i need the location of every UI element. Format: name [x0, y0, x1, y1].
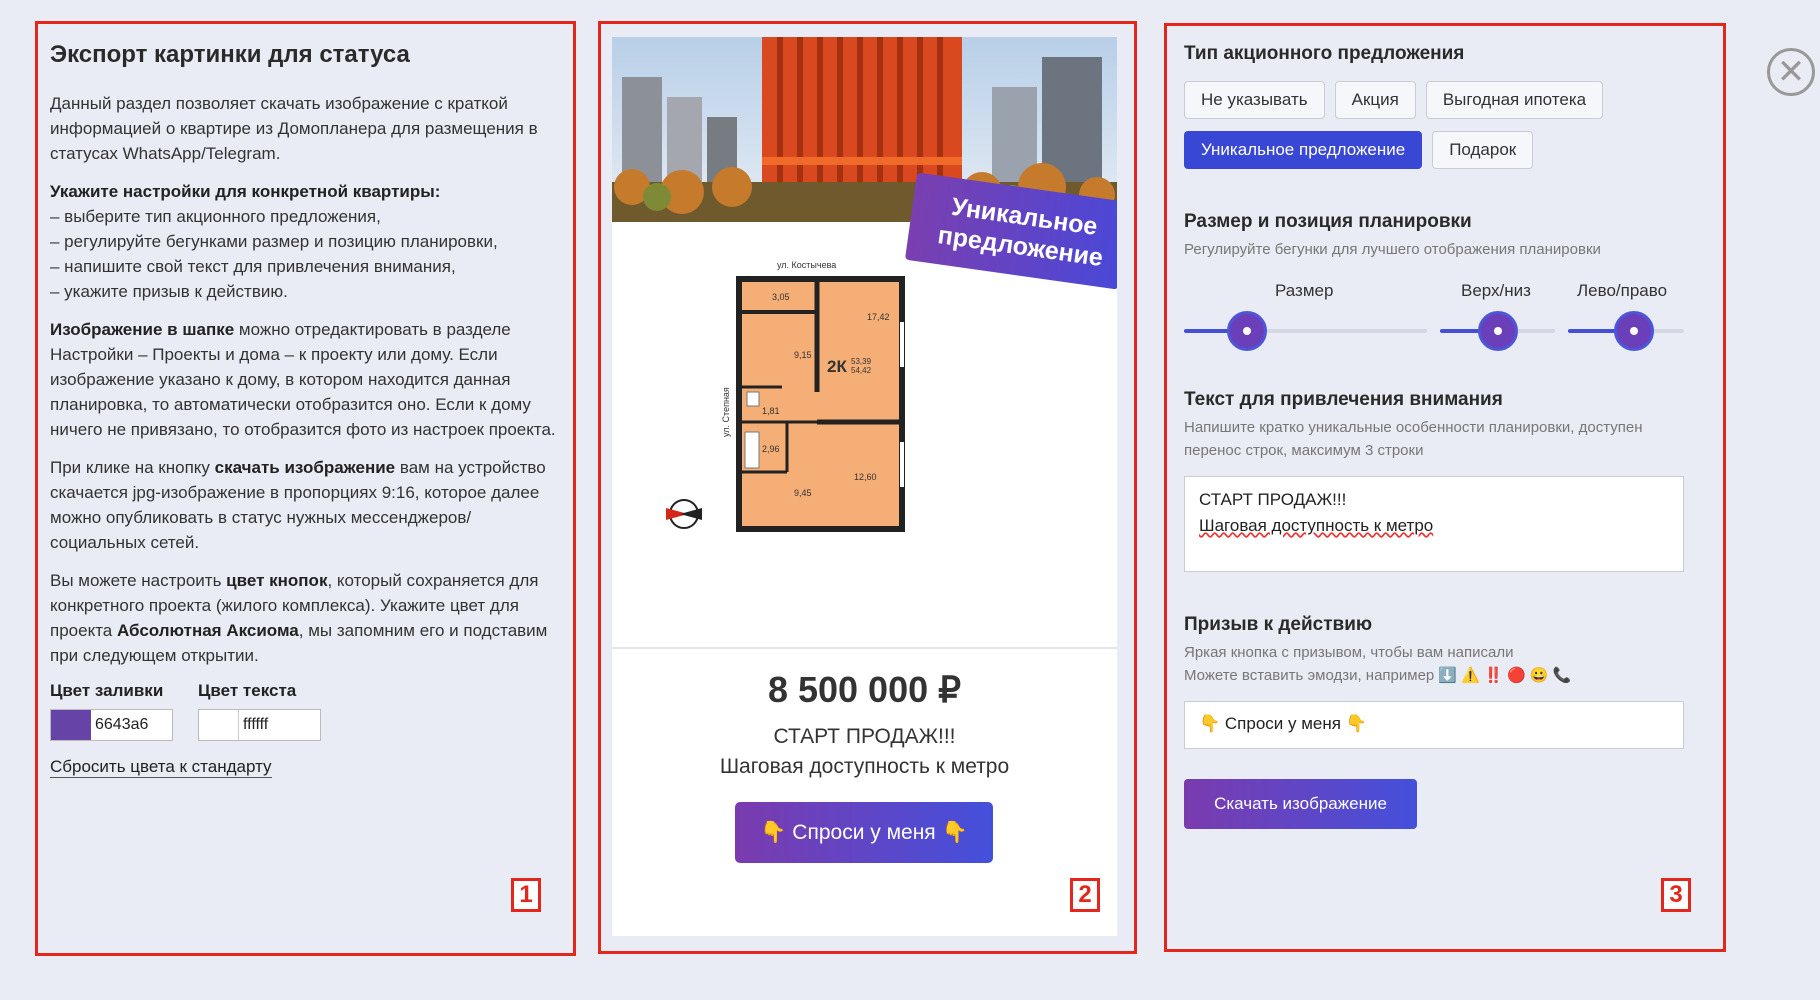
settings-item: – регулируйте бегунками размер и позицию планировки, [50, 232, 498, 251]
area-living: 54,42 [851, 366, 872, 375]
slider-vertical-label: Верх/низ [1461, 281, 1531, 300]
offer-tag-mortgage[interactable]: Выгодная ипотека [1426, 81, 1603, 119]
fill-color-input[interactable]: 6643a6 [95, 716, 149, 733]
cta-title: Призыв к действию [1184, 614, 1373, 635]
room-area: 2,96 [762, 444, 780, 454]
preview-panel [598, 21, 1137, 954]
promo-line: Шаговая доступность к метро [719, 755, 1010, 778]
text-color-group [198, 681, 321, 741]
promo-line: СТАРТ ПРОДАЖ!!! [773, 725, 956, 748]
street-label-top: ул. Костычева [777, 260, 837, 270]
compass-icon [666, 500, 702, 528]
cta-hint: Яркая кнопка с призывом, чтобы вам написали [1184, 644, 1514, 661]
slider-vertical[interactable] [1440, 329, 1555, 333]
divider [612, 647, 1117, 649]
slider-size[interactable] [1184, 329, 1427, 333]
text-span: вам на устройство скачается jpg-изображение в пропорциях 9:16, которое далее можно опубликовать в статус нужных мессенджеров/социальных сетей. [50, 458, 546, 552]
price: 8 500 000 ₽ [767, 669, 962, 710]
offer-tag-unique[interactable]: Уникальное предложение [1184, 131, 1422, 169]
plan-sliders [1184, 271, 1706, 361]
color-settings [50, 681, 561, 741]
settings-panel [1164, 23, 1726, 952]
text-color-swatch[interactable] [199, 710, 239, 740]
fill-color-label: Цвет заливки [50, 681, 164, 700]
download-info-text [50, 455, 561, 555]
color-bold: цвет кнопок [226, 571, 328, 590]
slider-size-label: Размер [1275, 281, 1334, 300]
room-area: 9,15 [794, 350, 812, 360]
fill-color-group [50, 681, 173, 741]
room-area: 17,42 [867, 312, 890, 322]
instructions-panel [35, 21, 576, 956]
settings-item: – напишите свой текст для привлечения внимания, [50, 257, 456, 276]
attention-textarea[interactable] [1184, 476, 1684, 572]
floor-plan-drawing [612, 222, 1117, 657]
slider-vertical-handle[interactable] [1478, 311, 1518, 351]
room-area: 9,45 [794, 488, 812, 498]
slider-size-handle[interactable] [1227, 311, 1267, 351]
download-image-button[interactable]: Скачать изображение [1184, 779, 1417, 829]
slider-horizontal-label: Лево/право [1577, 281, 1668, 300]
annotation-marker-3: 3 [1661, 878, 1691, 912]
intro-text: Данный раздел позволяет скачать изображение с краткой информацией о квартире из Домопланера для размещения в статусах WhatsApp/Telegram. [50, 94, 538, 163]
settings-link[interactable]: Настройки – Проекты и дома [50, 345, 280, 364]
fill-color-picker[interactable] [50, 709, 173, 741]
settings-item: – выберите тип акционного предложения, [50, 207, 381, 226]
cta-button-preview: 👇 Спроси у меня 👇 [735, 802, 993, 863]
text-color-label: Цвет текста [198, 681, 297, 700]
attention-text-hint: Напишите кратко уникальные особенности планировки, доступен перенос строк, максимум 3 строки [1184, 419, 1643, 459]
text-color-picker[interactable] [198, 709, 321, 741]
offer-tag-gift[interactable]: Подарок [1432, 131, 1533, 169]
text-span: можно отредактировать в разделе [234, 320, 511, 339]
promo-text [612, 722, 1117, 782]
download-bold: скачать изображение [214, 458, 396, 477]
attention-text-title: Текст для привлечения внимания [1184, 389, 1503, 410]
attention-line: СТАРТ ПРОДАЖ!!! [1199, 490, 1347, 509]
text-span: Вы можете настроить [50, 571, 227, 590]
text-span: – к проекту или дому. Если изображение указано к дому, в котором находится данная планировка, то автоматически отобразится оно. Если к дому ничего не привязано, то отобразится фото из настроек проекта. [50, 345, 556, 439]
text-color-input[interactable]: ffffff [243, 716, 269, 733]
header-image-bold: Изображение в шапке [50, 320, 235, 339]
text-span: , который сохраняется для конкретного проекта (жилого комплекса). Укажите цвет для проекта [50, 571, 539, 640]
cta-hint-emoji: Можете вставить эмодзи, например ⬇️ ⚠️ ‼️ 🔴 😀 📞 [1184, 667, 1572, 684]
slider-horizontal[interactable] [1568, 329, 1684, 333]
settings-item: – укажите призыв к действию. [50, 282, 288, 301]
room-area: 3,05 [772, 292, 790, 302]
floor-plan [612, 222, 1117, 657]
settings-heading: Укажите настройки для конкретной квартиры: [50, 182, 441, 201]
offer-tag-promo[interactable]: Акция [1335, 81, 1416, 119]
reset-colors-link[interactable]: Сбросить цвета к стандарту [50, 757, 272, 776]
color-info-text [50, 568, 561, 668]
plan-size-title: Размер и позиция планировки [1184, 211, 1472, 232]
status-image-preview [612, 37, 1117, 936]
panel-title: Экспорт картинки для статуса [50, 41, 410, 68]
text-span: При клике на кнопку [50, 458, 215, 477]
area-total: 53,39 [851, 357, 872, 366]
offer-type-options [1184, 81, 1674, 169]
offer-type-title: Тип акционного предложения [1184, 43, 1465, 64]
room-area: 1,81 [762, 406, 780, 416]
room-area: 12,60 [854, 472, 877, 482]
settings-text [50, 179, 561, 304]
text-span: , мы запомним его и подставим при следующем открытии. [50, 621, 548, 665]
project-name: Абсолютная Аксиома [116, 621, 299, 640]
fill-color-swatch[interactable] [51, 710, 91, 740]
rooms-label: 2К [827, 357, 847, 376]
offer-badge: Уникальное предложение [905, 172, 1117, 289]
slider-horizontal-handle[interactable] [1614, 311, 1654, 351]
annotation-marker-2: 2 [1070, 878, 1100, 912]
header-image-text [50, 317, 561, 442]
annotation-marker-1: 1 [511, 878, 541, 912]
street-label-side: ул. Степная [721, 387, 731, 437]
close-icon[interactable]: ✕ [1767, 48, 1815, 96]
attention-line: Шаговая доступность к метро [1199, 516, 1434, 535]
plan-size-hint: Регулируйте бегунки для лучшего отображения планировки [1184, 241, 1601, 258]
cta-input[interactable]: 👇 Спроси у меня 👇 [1184, 701, 1684, 749]
offer-tag-none[interactable]: Не указывать [1184, 81, 1325, 119]
